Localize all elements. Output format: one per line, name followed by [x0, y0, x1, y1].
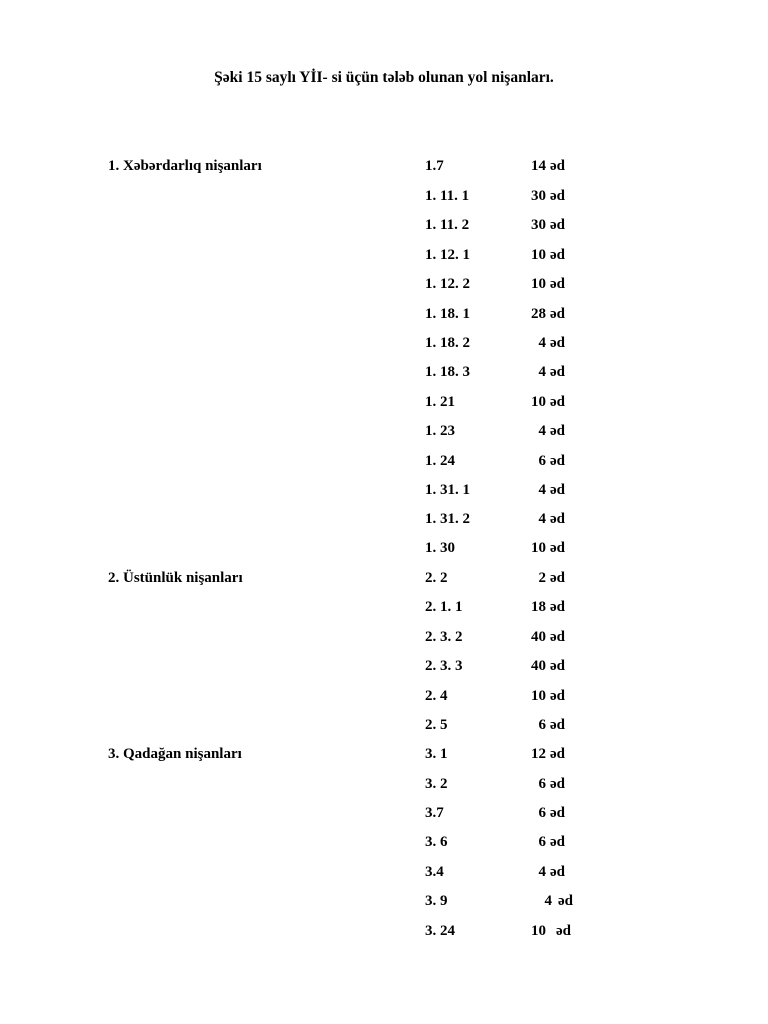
sign-code: 1. 18. 1: [425, 305, 470, 322]
sign-code: 3. 6: [425, 834, 448, 850]
table-row: [0, 453, 768, 475]
table-row: [0, 247, 768, 269]
sign-quantity: 40: [531, 658, 546, 674]
sign-code: 1. 23: [425, 423, 455, 439]
document-title: Şəki 15 saylı YİI- si üçün tələb olunan yol nişanları.: [214, 69, 554, 86]
table-row: [0, 776, 768, 798]
table-row: [0, 540, 768, 562]
table-row: [0, 423, 768, 445]
sign-code: 1. 31. 2: [425, 511, 470, 527]
sign-quantity: 14: [531, 158, 546, 174]
table-row: [0, 717, 768, 739]
sign-quantity: 6: [538, 834, 546, 850]
sign-unit: əd: [550, 834, 565, 850]
sign-code: 2. 3. 2: [425, 628, 463, 645]
sign-quantity: 6: [538, 717, 546, 733]
sign-unit: əd: [550, 511, 565, 527]
sign-quantity: 4: [538, 511, 546, 527]
sign-unit: əd: [556, 922, 571, 939]
sign-code: 2. 5: [425, 717, 448, 733]
sign-unit: əd: [550, 599, 565, 615]
table-row: [0, 276, 768, 298]
sign-code: 3. 9: [425, 893, 448, 909]
table-row: [0, 923, 768, 945]
sign-quantity: 4: [538, 423, 546, 439]
table-row: [0, 805, 768, 827]
table-row: [0, 158, 768, 180]
table-row: [0, 658, 768, 680]
sign-code: 3. 24: [425, 922, 455, 939]
sign-quantity: 10: [531, 393, 546, 410]
sign-quantity: 4: [538, 364, 546, 380]
sign-unit: əd: [550, 305, 565, 322]
sign-unit: əd: [550, 717, 565, 733]
sign-quantity: 30: [531, 187, 546, 204]
table-row: [0, 688, 768, 710]
sign-unit: əd: [550, 540, 565, 556]
sign-unit: əd: [550, 775, 565, 792]
sign-quantity: 28: [531, 305, 546, 322]
sign-unit: əd: [550, 246, 565, 263]
sign-code: 1. 24: [425, 452, 455, 469]
sign-quantity: 18: [531, 599, 546, 615]
category-label: 2. Üstünlük nişanları: [108, 569, 243, 586]
sign-quantity: 4: [538, 482, 546, 498]
sign-quantity: 2: [538, 569, 546, 586]
sign-code: 1. 30: [425, 540, 455, 556]
sign-code: 1. 21: [425, 393, 455, 410]
sign-quantity: 10: [531, 687, 546, 704]
table-row: [0, 570, 768, 592]
sign-unit: əd: [550, 276, 565, 292]
sign-code: 3. 2: [425, 775, 448, 792]
sign-unit: əd: [550, 158, 565, 174]
sign-code: 2. 4: [425, 687, 448, 704]
sign-code: 1. 18. 3: [425, 364, 470, 380]
sign-quantity: 10: [531, 246, 546, 263]
sign-unit: əd: [550, 746, 565, 762]
sign-unit: əd: [550, 452, 565, 469]
table-row: [0, 364, 768, 386]
sign-quantity: 40: [531, 628, 546, 645]
sign-quantity: 10: [531, 540, 546, 556]
sign-code: 1. 11. 2: [425, 217, 470, 233]
sign-unit: əd: [558, 893, 573, 909]
sign-quantity: 4: [544, 893, 552, 909]
sign-unit: əd: [550, 687, 565, 704]
sign-unit: əd: [550, 335, 565, 351]
sign-quantity: 6: [538, 775, 546, 792]
sign-unit: əd: [550, 364, 565, 380]
sign-quantity: 6: [538, 452, 546, 469]
sign-code: 3. 1: [425, 746, 448, 762]
sign-unit: əd: [550, 805, 565, 821]
sign-unit: əd: [550, 569, 565, 586]
sign-code: 3.4: [425, 863, 444, 880]
table-row: [0, 893, 768, 915]
sign-quantity: 4: [538, 863, 546, 880]
sign-unit: əd: [550, 187, 565, 204]
sign-code: 3.7: [425, 805, 444, 821]
sign-code: 2. 3. 3: [425, 658, 463, 674]
sign-unit: əd: [550, 863, 565, 880]
sign-code: 1.7: [425, 158, 444, 174]
category-label: 3. Qadağan nişanları: [108, 746, 242, 762]
sign-code: 1. 31. 1: [425, 482, 470, 498]
table-row: [0, 217, 768, 239]
sign-unit: əd: [550, 482, 565, 498]
sign-code: 1. 12. 2: [425, 276, 470, 292]
sign-code: 2. 2: [425, 569, 448, 586]
sign-unit: əd: [550, 423, 565, 439]
sign-unit: əd: [550, 217, 565, 233]
table-row: [0, 599, 768, 621]
table-row: [0, 511, 768, 533]
sign-quantity: 4: [538, 335, 546, 351]
sign-unit: əd: [550, 628, 565, 645]
sign-unit: əd: [550, 658, 565, 674]
table-row: [0, 394, 768, 416]
sign-quantity: 10: [531, 922, 546, 939]
sign-quantity: 30: [531, 217, 546, 233]
table-row: [0, 335, 768, 357]
sign-quantity: 6: [538, 805, 546, 821]
table-row: [0, 864, 768, 886]
table-row: [0, 834, 768, 856]
sign-code: 1. 12. 1: [425, 246, 470, 263]
sign-quantity: 12: [531, 746, 546, 762]
table-row: [0, 629, 768, 651]
sign-quantity: 10: [531, 276, 546, 292]
category-label: 1. Xəbərdarlıq nişanları: [108, 158, 262, 174]
sign-code: 2. 1. 1: [425, 599, 463, 615]
sign-unit: əd: [550, 393, 565, 410]
table-row: [0, 188, 768, 210]
table-row: [0, 746, 768, 768]
sign-code: 1. 11. 1: [425, 187, 470, 204]
table-row: [0, 482, 768, 504]
table-row: [0, 306, 768, 328]
sign-code: 1. 18. 2: [425, 335, 470, 351]
